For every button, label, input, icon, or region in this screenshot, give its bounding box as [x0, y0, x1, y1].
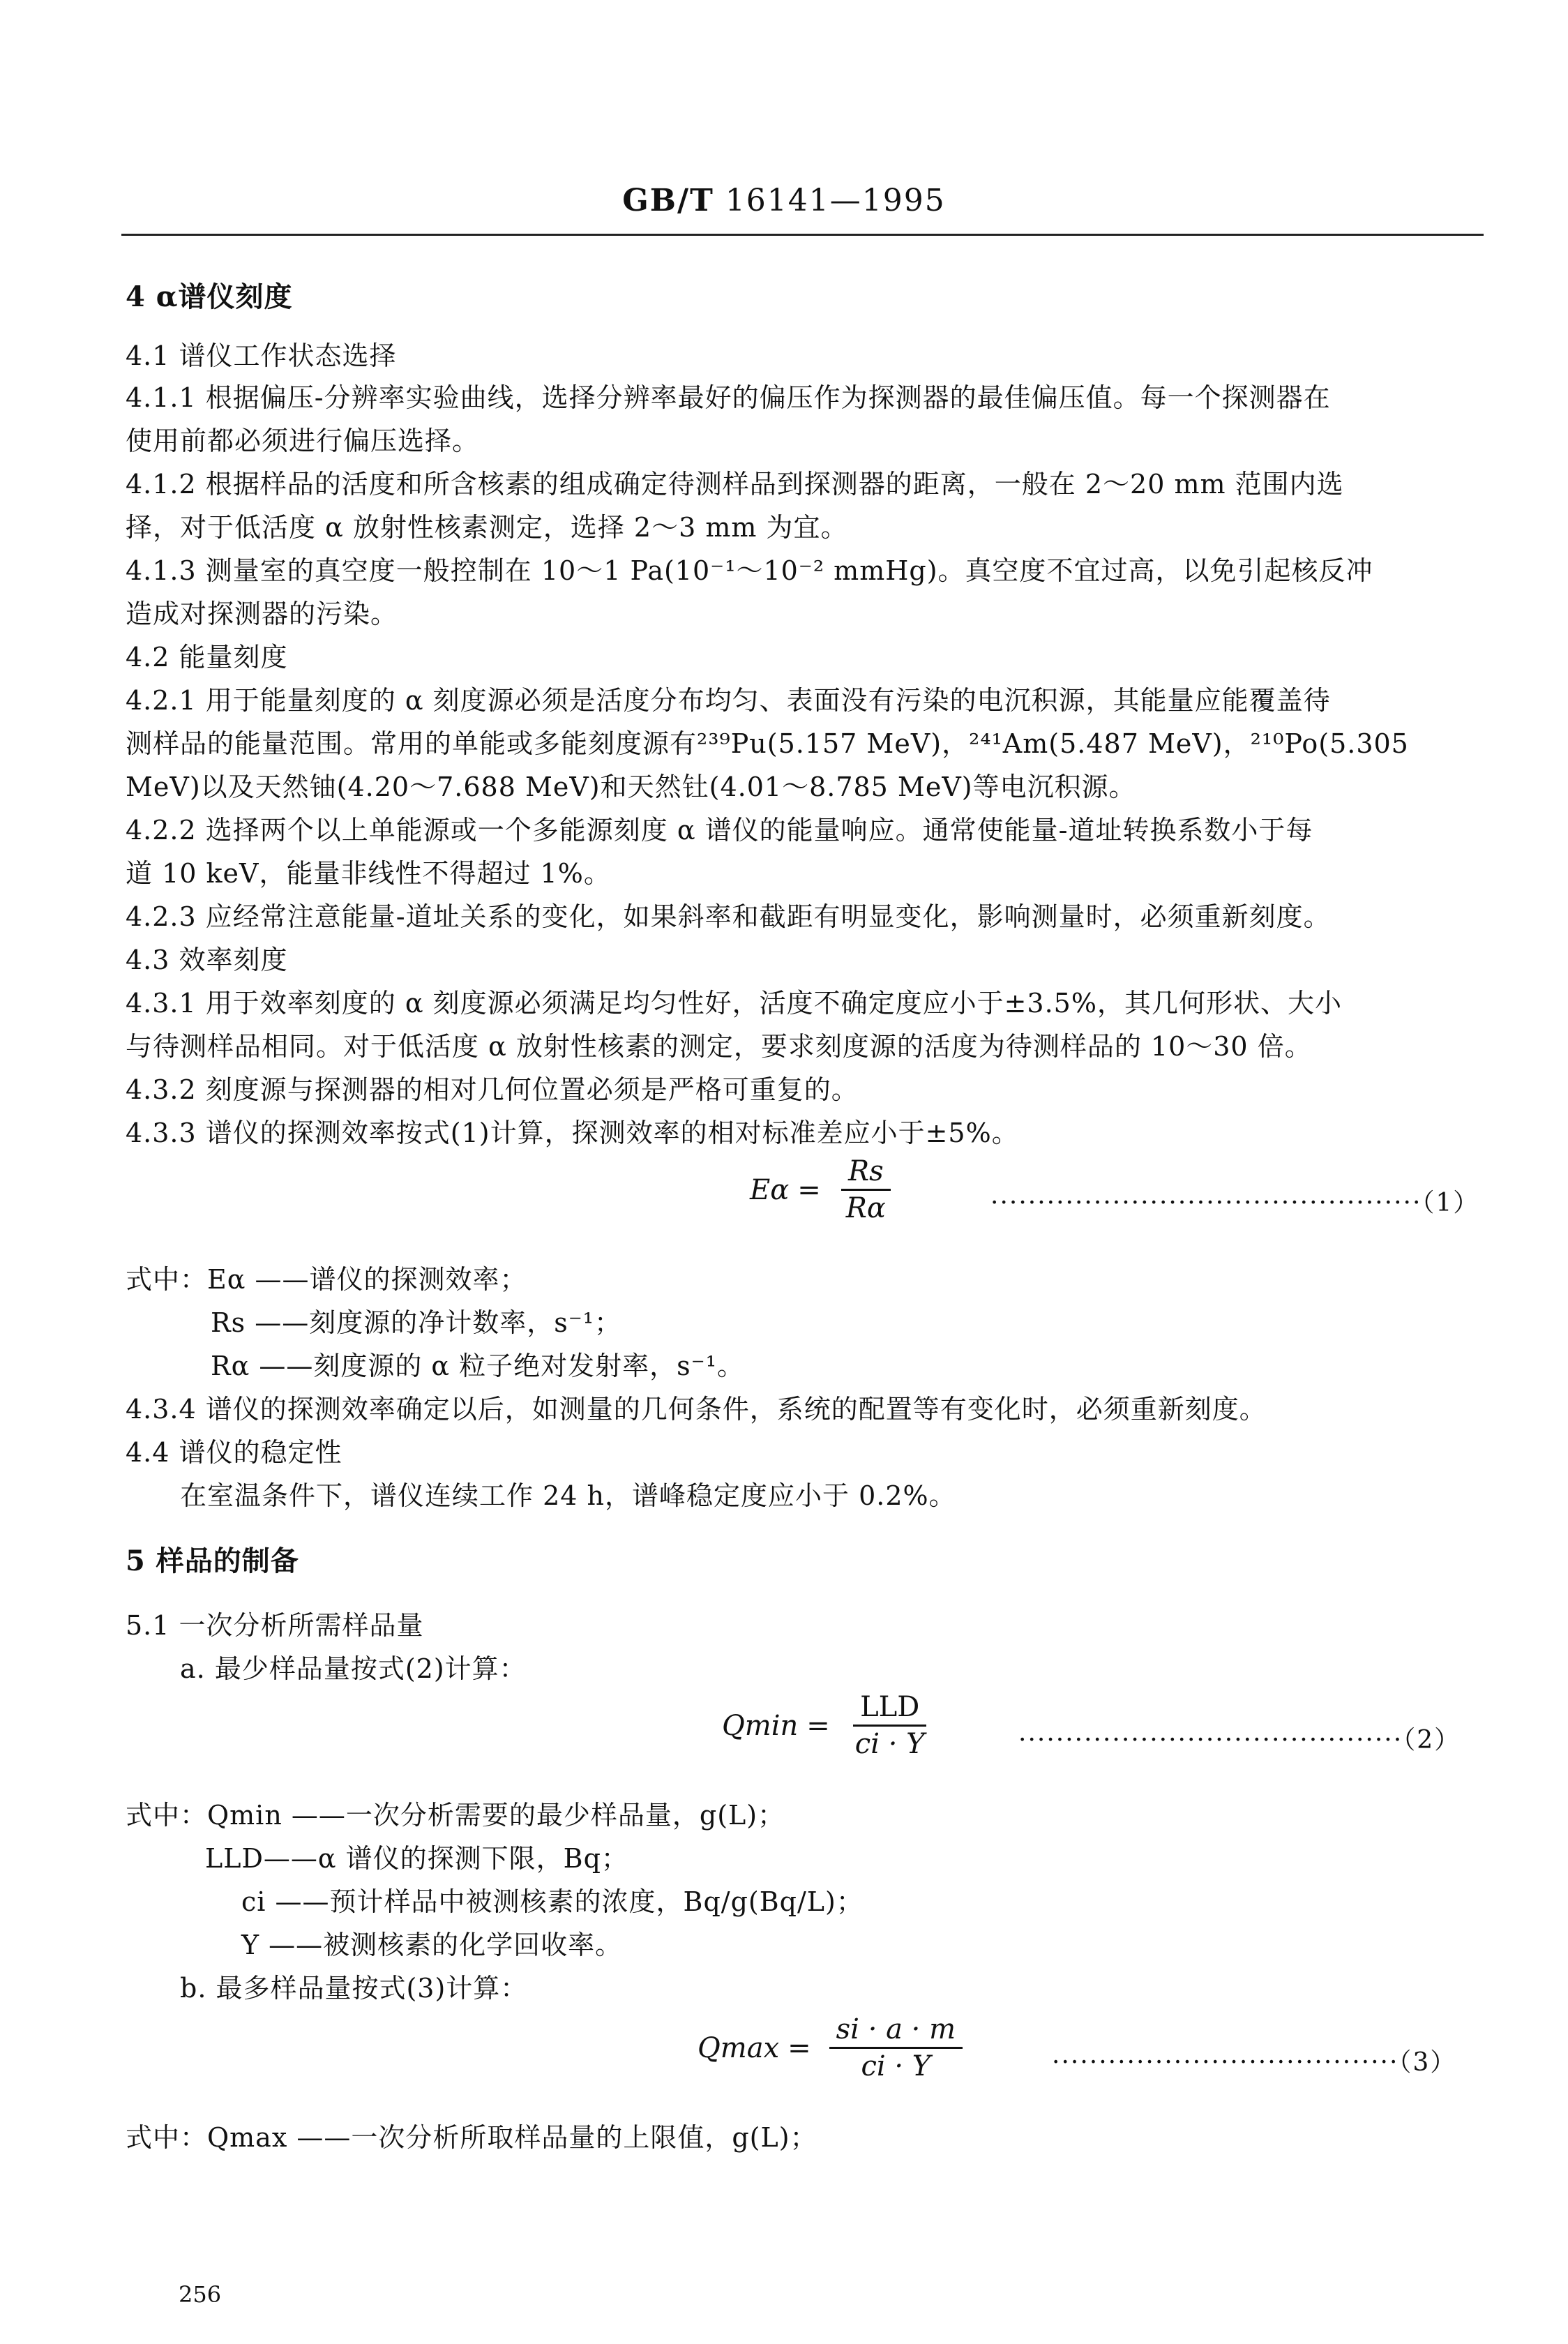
- subsection-4-4: 4.4 谱仪的稳定性: [126, 1437, 342, 1468]
- legend-ci: ci ——预计样品中被测核素的浓度，Bq/g(Bq/L)；: [241, 1886, 864, 1917]
- legend-e-alpha: 式中：Eα ——谱仪的探测效率；: [126, 1264, 527, 1295]
- para-4-2-1-b: 测样品的能量范围。常用的单能或多能刻度源有²³⁹Pu(5.157 MeV)，²⁴¹Am(5.487 MeV)，²¹⁰Po(5.305: [126, 728, 1409, 759]
- para-4-3-2: 4.3.2 刻度源与探测器的相对几何位置必须是严格可重复的。: [126, 1074, 859, 1105]
- item-b: b. 最多样品量按式(3)计算：: [180, 1973, 528, 2004]
- item-a: a. 最少样品量按式(2)计算：: [180, 1653, 527, 1684]
- legend-lld: LLD——α 谱仪的探测下限，Bq；: [205, 1843, 628, 1874]
- subsection-4-2: 4.2 能量刻度: [126, 642, 288, 673]
- para-4-2-3: 4.2.3 应经常注意能量-道址关系的变化，如果斜率和截距有明显变化，影响测量时，必须重新刻度。: [126, 901, 1331, 932]
- para-4-3-4: 4.3.4 谱仪的探测效率确定以后，如测量的几何条件，系统的配置等有变化时，必须重新刻度。: [126, 1394, 1267, 1425]
- legend-rs: Rs ——刻度源的净计数率，s⁻¹；: [211, 1307, 621, 1338]
- formula-1-lhs: Eα: [750, 1173, 790, 1206]
- para-4-2-2-a: 4.2.2 选择两个以上单能源或一个多能源刻度 α 谱仪的能量响应。通常使能量-道址转换系数小于每: [126, 815, 1313, 846]
- page-number: 256: [179, 2281, 222, 2308]
- formula-2: Qmin = $\frac{\text{LLD}}{ci \cdot Y}$: [722, 1691, 932, 1760]
- para-4-1-2-a: 4.1.2 根据样品的活度和所含核素的组成确定待测样品到探测器的距离，一般在 2～20 mm 范围内选: [126, 469, 1344, 499]
- legend-q-min: 式中：Qmin ——一次分析需要的最少样品量，g(L)；: [126, 1800, 785, 1831]
- para-4-1-1-a: 4.1.1 根据偏压-分辨率实验曲线，选择分辨率最好的偏压作为探测器的最佳偏压值。每一个探测器在: [126, 382, 1331, 413]
- legend-q-max: 式中：Qmax ——一次分析所取样品量的上限值，g(L)；: [126, 2122, 817, 2153]
- formula-3-lhs: Qmax: [698, 2031, 780, 2064]
- formula-1-numerator: Rs: [841, 1155, 891, 1191]
- formula-1-denominator: Rα: [845, 1192, 886, 1224]
- para-4-2-1-c: MeV)以及天然铀(4.20～7.688 MeV)和天然钍(4.01～8.785 MeV)等电沉积源。: [126, 772, 1136, 802]
- subsection-4-3: 4.3 效率刻度: [126, 945, 288, 975]
- para-4-1-1-b: 使用前都必须进行偏压选择。: [126, 426, 480, 456]
- formula-2-denominator: ci · Y: [854, 1728, 925, 1760]
- para-4-3-1-b: 与待测样品相同。对于低活度 α 放射性核素的测定，要求刻度源的活度为待测样品的 10～30 倍。: [126, 1031, 1312, 1062]
- subsection-5-1: 5.1 一次分析所需样品量: [126, 1610, 424, 1641]
- formula-3-numerator: si · a · m: [829, 2013, 963, 2049]
- para-4-2-1-a: 4.2.1 用于能量刻度的 α 刻度源必须是活度分布均匀、表面没有污染的电沉积源，其能量应能覆盖待: [126, 685, 1331, 716]
- section-4-heading: 4 α谱仪刻度: [126, 280, 293, 313]
- formula-2-number: ·········································（2）: [1018, 1726, 1461, 1755]
- legend-r-alpha: Rα ——刻度源的 α 粒子绝对发射率，s⁻¹。: [211, 1351, 744, 1381]
- para-4-1-2-b: 择，对于低活度 α 放射性核素测定，选择 2～3 mm 为宜。: [126, 512, 848, 543]
- formula-1-number: ··············································（1）: [990, 1189, 1480, 1217]
- formula-2-numerator: LLD: [853, 1691, 926, 1727]
- legend-y: Y ——被测核素的化学回收率。: [241, 1930, 623, 1960]
- formula-3-denominator: ci · Y: [861, 2050, 931, 2082]
- formula-2-lhs: Qmin: [722, 1709, 799, 1742]
- header-number: 16141—1995: [725, 183, 946, 218]
- para-4-3-1-a: 4.3.1 用于效率刻度的 α 刻度源必须满足均匀性好，活度不确定度应小于±3.5%，其几何形状、大小: [126, 988, 1342, 1019]
- subsection-4-1: 4.1 谱仪工作状态选择: [126, 340, 397, 371]
- header-rule: [121, 234, 1484, 236]
- formula-1: Eα = $\frac{Rs}{R\alpha}$: [750, 1155, 893, 1224]
- formula-3: Qmax = $\frac{si \cdot a \cdot m}{ci \cdot Y}$: [698, 2013, 963, 2082]
- header-code: GB/T: [622, 183, 714, 218]
- section-5-heading: 5 样品的制备: [126, 1545, 299, 1577]
- para-4-1-3-b: 造成对探测器的污染。: [126, 599, 398, 629]
- para-4-1-3-a: 4.1.3 测量室的真空度一般控制在 10～1 Pa(10⁻¹～10⁻² mmHg)。真空度不宜过高，以免引起核反冲: [126, 555, 1373, 586]
- page-header: [0, 183, 1568, 218]
- formula-3-number: ·····································（3）: [1052, 2048, 1457, 2077]
- para-4-2-2-b: 道 10 keV，能量非线性不得超过 1%。: [126, 858, 611, 889]
- para-4-4: 在室温条件下，谱仪连续工作 24 h，谱峰稳定度应小于 0.2%。: [180, 1480, 956, 1511]
- para-4-3-3: 4.3.3 谱仪的探测效率按式(1)计算，探测效率的相对标准差应小于±5%。: [126, 1118, 1019, 1148]
